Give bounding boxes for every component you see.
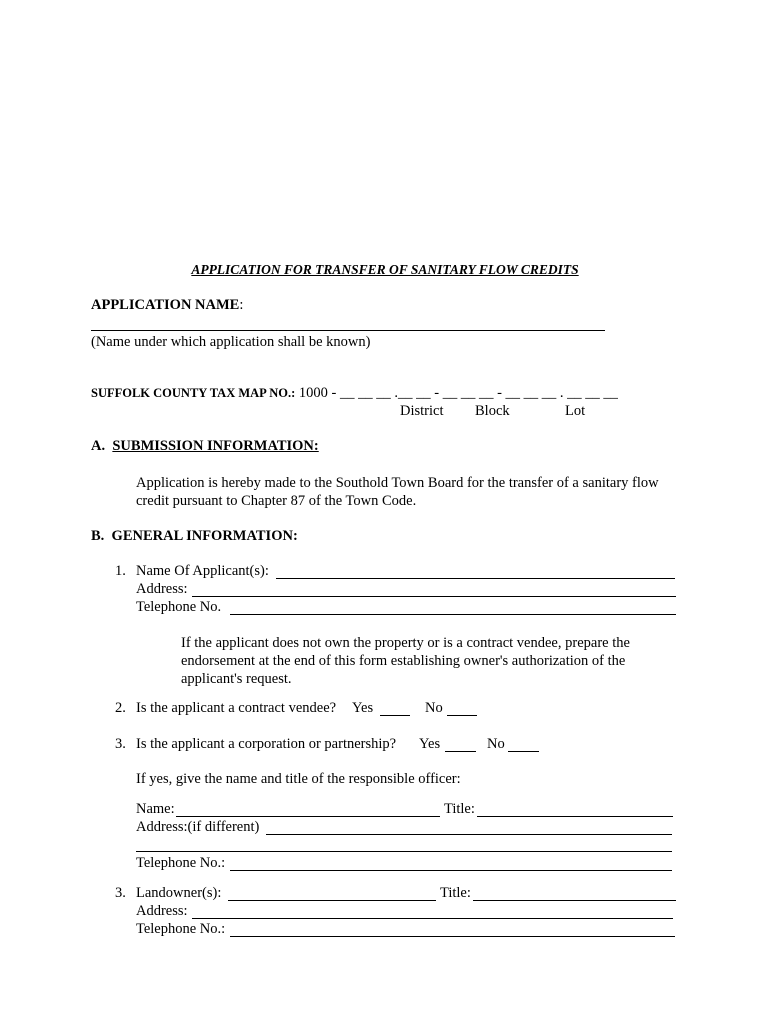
form-title: APPLICATION FOR TRANSFER OF SANITARY FLOW CREDITS xyxy=(191,262,579,277)
contract-vendee-yes-label: Yes xyxy=(352,700,374,716)
officer-phone-label: Telephone No.: xyxy=(136,855,226,871)
officer-prompt: If yes, give the name and title of the responsible officer: xyxy=(136,771,461,787)
officer-address-field-line-2[interactable] xyxy=(136,851,672,852)
officer-phone-field[interactable] xyxy=(230,870,672,871)
officer-name-label: Name: xyxy=(136,801,175,817)
applicant-phone-field[interactable] xyxy=(230,614,676,615)
item-3-number: 3. xyxy=(115,736,126,752)
section-a-title: SUBMISSION INFORMATION: xyxy=(112,438,319,454)
application-name-field[interactable] xyxy=(91,330,605,331)
section-a-prefix: A. xyxy=(91,438,106,454)
landowner-title-field[interactable] xyxy=(473,900,676,901)
officer-title-field[interactable] xyxy=(477,816,673,817)
tax-map-number-field[interactable]: 1000 - __ __ __ .__ __ - __ __ __ - __ __ __ . __ __ __ xyxy=(298,385,618,401)
application-name-hint: (Name under which application shall be known) xyxy=(91,334,371,350)
lot-label: Lot xyxy=(565,403,586,419)
contract-vendee-yes-field[interactable] xyxy=(380,715,410,716)
applicant-address-label: Address: xyxy=(136,581,188,597)
corporation-yes-field[interactable] xyxy=(445,751,476,752)
tax-map-label: SUFFOLK COUNTY TAX MAP NO.: xyxy=(91,386,296,400)
corporation-question: Is the applicant a corporation or partnership? xyxy=(136,736,397,752)
section-b-prefix: B. xyxy=(91,528,105,544)
contract-vendee-no-label: No xyxy=(425,700,443,716)
item-landowner-number: 3. xyxy=(115,885,126,901)
section-b-heading xyxy=(91,528,298,545)
application-name-colon: : xyxy=(239,297,244,313)
section-a-heading xyxy=(91,438,319,455)
landowner-label: Landowner(s): xyxy=(136,885,222,901)
officer-title-label: Title: xyxy=(444,801,475,817)
applicant-address-field[interactable] xyxy=(192,596,676,597)
officer-name-field[interactable] xyxy=(176,816,440,817)
landowner-field[interactable] xyxy=(228,900,436,901)
section-a-text: Application is hereby made to the Southold Town Board for the transfer of a sanitary flow credit pursuant to Chapter 87 of the Town Code. xyxy=(136,475,659,509)
officer-address-field[interactable] xyxy=(266,834,672,835)
block-label: Block xyxy=(475,403,510,419)
tax-map-row xyxy=(91,385,618,402)
applicant-name-label: Name Of Applicant(s): xyxy=(136,563,269,579)
landowner-title-label: Title: xyxy=(440,885,471,901)
landowner-address-field[interactable] xyxy=(192,918,673,919)
corporation-no-field[interactable] xyxy=(508,751,539,752)
landowner-phone-field[interactable] xyxy=(230,936,675,937)
corporation-yes-label: Yes xyxy=(419,736,441,752)
owner-authorization-note: If the applicant does not own the property or is a contract vendee, prepare the endorsement at the end of this form establishing owner's authorization of the applicant's request. xyxy=(181,635,630,687)
item-2-number: 2. xyxy=(115,700,126,716)
landowner-address-label: Address: xyxy=(136,903,188,919)
application-name-label-text: APPLICATION NAME xyxy=(91,297,240,313)
applicant-phone-label: Telephone No. xyxy=(136,599,222,615)
contract-vendee-no-field[interactable] xyxy=(447,715,477,716)
section-b-title: GENERAL INFORMATION: xyxy=(111,528,298,544)
application-name-label xyxy=(91,297,243,314)
contract-vendee-question: Is the applicant a contract vendee? xyxy=(136,700,337,716)
item-1-number: 1. xyxy=(115,563,126,579)
applicant-name-field[interactable] xyxy=(276,578,675,579)
corporation-no-label: No xyxy=(487,736,505,752)
district-label: District xyxy=(400,403,444,419)
landowner-phone-label: Telephone No.: xyxy=(136,921,226,937)
officer-address-label: Address:(if different) xyxy=(136,819,260,835)
